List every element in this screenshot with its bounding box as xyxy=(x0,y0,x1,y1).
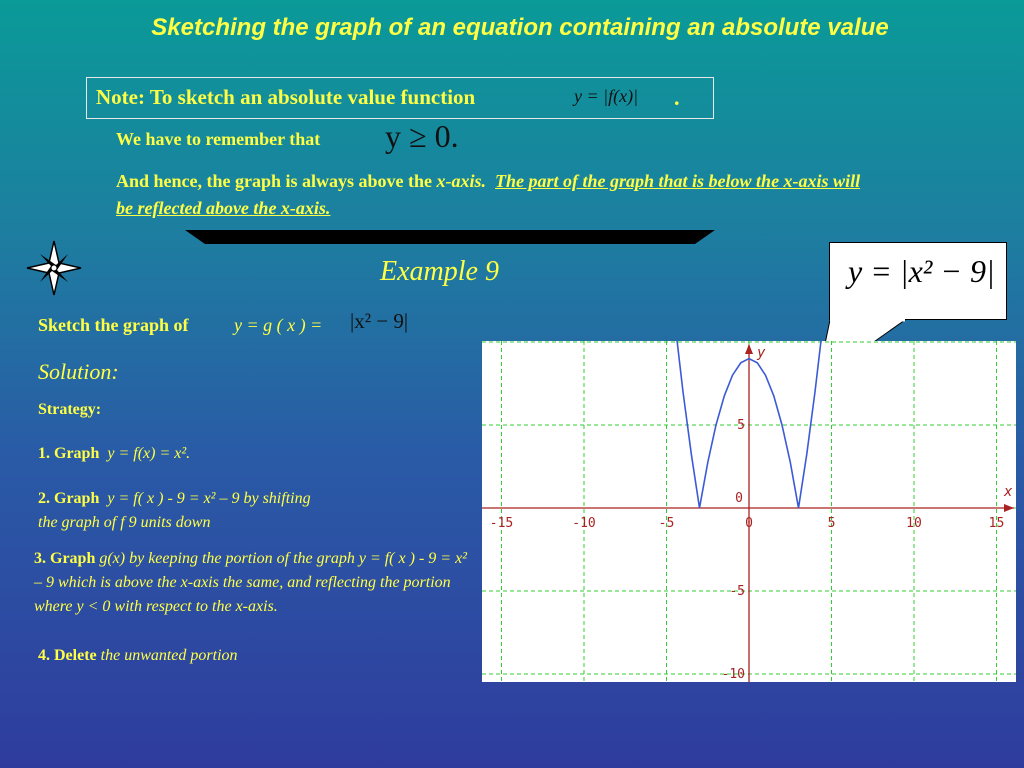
x-tick-label: 5 xyxy=(827,516,836,531)
graph-panel xyxy=(482,341,1016,682)
step-3-rest: g(x) by keeping the portion of the graph y = f( x ) - 9 = x² – 9 which is above the x-axis the same, and reflecting the portion where y < 0 with respect to the x-axis. xyxy=(34,550,467,615)
note-text: Note: To sketch an absolute value function xyxy=(96,85,476,109)
x-tick-label: -15 xyxy=(489,516,514,531)
slide-title: Sketching the graph of an equation containing an absolute value xyxy=(151,14,889,41)
x-tick-label: 0 xyxy=(745,516,753,531)
y-tick-label: 0 xyxy=(735,491,743,506)
sketch-math: y = g ( x ) = xyxy=(234,315,323,335)
step-2 xyxy=(38,487,311,535)
compass-star-icon xyxy=(26,240,82,296)
step-4 xyxy=(38,647,238,665)
step-3-bold: 3. Graph xyxy=(34,550,96,567)
function-graph xyxy=(482,341,1016,682)
x-tick-label: -10 xyxy=(572,516,596,531)
x-tick-label: -5 xyxy=(658,516,675,531)
x-tick-label: 15 xyxy=(988,516,1005,531)
y-axis-arrow xyxy=(745,344,753,354)
sketch-label: Sketch the graph of xyxy=(38,315,189,335)
step-2-bold: 2. Graph xyxy=(38,490,100,507)
step-3 xyxy=(34,547,474,619)
note-math: y = |f(x)| xyxy=(574,86,639,106)
note-period: . xyxy=(674,85,680,110)
step-1-bold: 1. Graph xyxy=(38,445,100,462)
y-tick-label: -10 xyxy=(721,667,745,682)
step-1 xyxy=(38,445,190,463)
hence-underlined: The part of the graph that is below the x-axis will be reflected above the x-axis. xyxy=(116,171,861,218)
step-2-line2: the graph of f 9 units down xyxy=(38,514,211,531)
step-1-rest: y = f(x) = x². xyxy=(107,445,191,462)
hence-prefix: And hence, the graph is always above the xyxy=(116,171,437,191)
divider-bar xyxy=(185,230,715,246)
y-tick-label: 5 xyxy=(737,418,745,433)
y-tick-label: -5 xyxy=(729,584,745,599)
solution-heading: Solution: xyxy=(38,359,119,384)
step-2-line1: y = f( x ) - 9 = x² – 9 by shifting xyxy=(107,490,311,507)
step-4-rest: the unwanted portion xyxy=(100,647,238,664)
remember-text: We have to remember that xyxy=(116,129,321,149)
x-axis-label: x xyxy=(1004,484,1013,500)
step-4-bold: 4. Delete xyxy=(38,647,97,664)
strategy-heading: Strategy: xyxy=(38,401,102,418)
remember-math: y ≥ 0. xyxy=(385,118,459,154)
x-axis-arrow xyxy=(1004,504,1014,512)
callout-equation: y = |x² − 9| xyxy=(848,253,995,289)
x-tick-label: 10 xyxy=(906,516,922,531)
hence-paragraph xyxy=(116,168,876,222)
hence-xaxis: x-axis. xyxy=(436,171,487,191)
sketch-abs: |x² − 9| xyxy=(350,309,409,333)
y-axis-label: y xyxy=(757,345,766,361)
example-heading: Example 9 xyxy=(380,256,499,287)
